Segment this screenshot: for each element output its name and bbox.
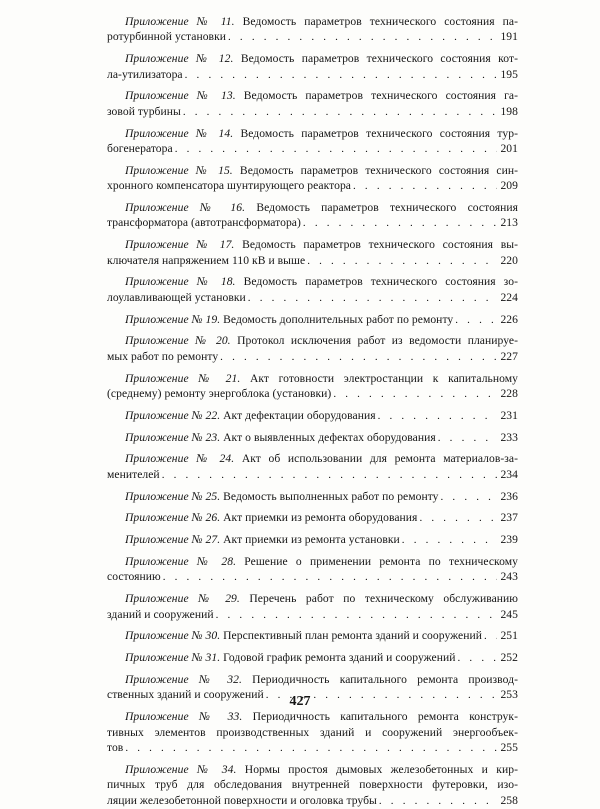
appendix-number: Приложение № 18. [125, 275, 236, 289]
toc-entry [107, 126, 518, 158]
page-ref: 258 [500, 793, 518, 807]
dot-leader [163, 570, 498, 585]
appendix-number: Приложение № 11. [125, 15, 235, 28]
dot-leader [458, 651, 498, 666]
toc-entry-first-line [107, 126, 518, 141]
dot-leader [378, 409, 498, 424]
toc-entry [107, 532, 518, 548]
appendix-title-continuation: тивных элементов производственных зданий и сооружений энергообъек- [107, 725, 518, 739]
page-ref: 227 [500, 349, 518, 363]
appendix-title-continuation: мых работ по ремонту [107, 349, 219, 363]
toc-entry [107, 489, 518, 505]
toc-entry [107, 430, 518, 446]
appendix-number: Приложение № 22. [125, 408, 221, 422]
page-ref: 253 [500, 688, 518, 702]
toc-entry [107, 237, 518, 269]
appendix-title: Акт приемки из ремонта установки [223, 533, 400, 547]
appendix-number: Приложение № 24. [125, 452, 235, 466]
appendix-title-continuation: ключателя напряжением 110 кВ и выше [107, 253, 306, 267]
toc-entry-first-line [107, 709, 518, 724]
dot-leader [220, 350, 497, 365]
appendix-title: Акт дефектации оборудования [223, 408, 376, 422]
appendix-title: Ведомость параметров технического состояния кот- [240, 52, 518, 66]
dot-leader [162, 468, 498, 483]
toc-entry-last-line [107, 253, 518, 269]
page-ref: 243 [500, 570, 518, 584]
toc-entry [107, 408, 518, 424]
appendix-title-continuation: лоулавливающей установки [107, 290, 246, 304]
toc-entry-last-line [107, 510, 518, 526]
appendix-title-continuation: пичных труб для обследования внутренней поверхности футеровки, изо- [107, 778, 518, 792]
appendix-title: Ведомость выполненных работ по ремонту [223, 489, 439, 503]
appendix-number: Приложение № 12. [125, 52, 234, 66]
appendix-title: Годовой график ремонта зданий и сооружений [223, 651, 456, 665]
page-ref: 228 [500, 387, 518, 401]
toc-entry [107, 51, 518, 83]
appendix-number: Приложение № 17. [125, 238, 235, 252]
appendix-title-continuation: менителей [107, 467, 160, 481]
toc-entry-last-line [107, 467, 518, 483]
appendix-number: Приложение № 15. [125, 163, 233, 177]
toc-entry-last-line [107, 290, 518, 306]
toc-entry-text [107, 532, 400, 547]
page-ref: 209 [500, 179, 518, 193]
toc-entry-first-line [107, 554, 518, 569]
page-number: 427 [289, 694, 311, 709]
appendix-number: Приложение № 29. [125, 592, 240, 606]
page-ref: 195 [500, 67, 518, 81]
appendix-number: Приложение № 28. [125, 555, 237, 569]
page-ref: 239 [500, 533, 518, 547]
page-ref: 220 [500, 253, 518, 267]
appendix-title-continuation: трансформатора (автотрансформатора) [107, 216, 301, 230]
toc-entry-first-line [107, 762, 518, 777]
toc-entry-last-line [107, 67, 518, 83]
appendix-number: Приложение № 25. [125, 489, 221, 503]
toc-entry [107, 312, 518, 328]
toc-entry-last-line [107, 178, 518, 194]
appendix-title-continuation: ляции железобетонной поверхности и оголовка трубы [107, 793, 377, 807]
dot-leader [185, 68, 498, 83]
toc-entry-last-line [107, 793, 518, 809]
toc-entry-text [107, 408, 376, 423]
toc-entry-last-line [107, 386, 518, 402]
toc-entry-first-line [107, 371, 518, 386]
toc-entry-last-line [107, 29, 518, 45]
toc-entry-last-line [107, 650, 518, 666]
dot-leader [303, 216, 498, 231]
toc-entry-last-line [107, 430, 518, 446]
toc-entry-first-line [107, 274, 518, 289]
page-ref: 236 [500, 489, 518, 503]
toc-entry-last-line [107, 141, 518, 157]
toc-entry-last-line [107, 607, 518, 623]
toc-entry-first-line [107, 163, 518, 178]
dot-leader [484, 629, 497, 644]
table-of-contents [107, 14, 518, 809]
appendix-number: Приложение № 20. [125, 334, 231, 348]
toc-entry [107, 14, 518, 46]
toc-entry-last-line [107, 740, 518, 756]
appendix-number: Приложение № 13. [125, 89, 236, 103]
toc-entry-last-line [107, 569, 518, 585]
toc-entry-first-line [107, 451, 518, 466]
appendix-title: Ведомость параметров технического состояния га- [243, 89, 518, 103]
dot-leader [228, 30, 497, 45]
dot-leader [175, 142, 498, 157]
toc-entry-first-line [107, 88, 518, 103]
toc-entry-last-line [107, 628, 518, 644]
appendix-number: Приложение № 16. [125, 201, 246, 215]
appendix-title: Ведомость параметров технического состояния зо- [243, 275, 519, 289]
dot-leader [402, 533, 498, 548]
toc-entry-first-line [107, 333, 518, 348]
page-ref: 234 [500, 467, 518, 481]
dot-leader [379, 794, 498, 809]
appendix-title-continuation: хронного компенсатора шунтирующего реактора [107, 179, 352, 193]
appendix-number: Приложение № 23. [125, 430, 221, 444]
appendix-title: Акт о выявленных дефектах оборудования [223, 430, 436, 444]
toc-entry-text [107, 628, 482, 643]
toc-entry-first-line [107, 14, 518, 29]
page-ref: 237 [500, 511, 518, 525]
page-ref: 255 [500, 741, 518, 755]
appendix-title: Ведомость параметров технического состояния син- [239, 163, 518, 177]
appendix-number: Приложение № 26. [125, 511, 221, 525]
dot-leader [183, 105, 498, 120]
appendix-number: Приложение № 19. [125, 312, 221, 326]
toc-entry-last-line [107, 104, 518, 120]
appendix-title: Ведомость дополнительных работ по ремонту [223, 312, 454, 326]
appendix-title-continuation: зовой турбины [107, 104, 181, 118]
appendix-number: Приложение № 34. [125, 762, 237, 776]
toc-entry [107, 650, 518, 666]
page-ref: 201 [500, 142, 518, 156]
toc-entry-first-line [107, 51, 518, 66]
toc-entry-first-line [107, 200, 518, 215]
appendix-number: Приложение № 32. [125, 673, 242, 687]
toc-entry-text [107, 650, 456, 665]
appendix-title-continuation: богенератора [107, 142, 173, 156]
toc-entry [107, 88, 518, 120]
appendix-number: Приложение № 33. [125, 710, 243, 724]
toc-entry-last-line [107, 215, 518, 231]
dot-leader [455, 313, 497, 328]
page-ref: 191 [500, 30, 518, 44]
page-ref: 231 [500, 408, 518, 422]
page-ref: 226 [500, 312, 518, 326]
appendix-title-continuation: ротурбинной установки [107, 30, 227, 44]
toc-entry [107, 628, 518, 644]
appendix-title: Ведомость параметров технического состояния вы- [242, 238, 518, 252]
toc-entry [107, 591, 518, 623]
dot-leader [216, 608, 498, 623]
dot-leader [438, 431, 498, 446]
appendix-title: Протокол исключения работ из ведомости планируе- [237, 334, 519, 348]
appendix-title-continuation: ла-утилизатора [107, 67, 183, 81]
appendix-title-continuation: (среднему) ремонту энергоблока (установки) [107, 387, 332, 401]
toc-entry-last-line [107, 532, 518, 548]
toc-entry-text [107, 489, 439, 504]
toc-entry-last-line [107, 349, 518, 365]
toc-entry-middle-line [107, 725, 518, 740]
toc-entry [107, 371, 518, 403]
appendix-title: Акт приемки из ремонта оборудования [223, 511, 418, 525]
toc-entry [107, 274, 518, 306]
toc-entry-last-line [107, 312, 518, 328]
toc-entry [107, 200, 518, 232]
toc-entry [107, 709, 518, 756]
appendix-title-continuation: состоянию [107, 570, 161, 584]
dot-leader [125, 741, 497, 756]
appendix-title-continuation: тов [107, 741, 124, 755]
page-ref: 224 [500, 290, 518, 304]
dot-leader [248, 291, 498, 306]
toc-entry-first-line [107, 591, 518, 606]
appendix-number: Приложение № 14. [125, 126, 234, 140]
dot-leader [353, 179, 497, 194]
dot-leader [307, 254, 497, 269]
page-ref: 251 [500, 629, 518, 643]
appendix-title: Периодичность капитального ремонта производ- [252, 673, 518, 687]
dot-leader [441, 490, 498, 505]
toc-entry-text [107, 510, 417, 525]
appendix-title: Акт об использовании для ремонта материалов-за- [241, 452, 519, 466]
appendix-title: Решение о применении ремонта по техническому [244, 555, 518, 569]
appendix-title: Перспективный план ремонта зданий и сооружений [223, 629, 483, 643]
toc-entry-text [107, 430, 436, 445]
toc-entry-last-line [107, 408, 518, 424]
appendix-title: Ведомость параметров технического состояния [256, 201, 518, 215]
page-ref: 233 [500, 430, 518, 444]
appendix-title-continuation: зданий и сооружений [107, 607, 214, 621]
page-ref: 245 [500, 607, 518, 621]
toc-entry [107, 510, 518, 526]
toc-entry [107, 333, 518, 365]
page-ref: 198 [500, 104, 518, 118]
appendix-title: Нормы простоя дымовых железобетонных и кир- [244, 762, 518, 776]
dot-leader [333, 387, 497, 402]
dot-leader [419, 511, 497, 526]
appendix-title: Ведомость параметров технического состояния тур- [240, 126, 519, 140]
appendix-number: Приложение № 31. [125, 651, 221, 665]
appendix-number: Приложение № 30. [125, 629, 221, 643]
toc-entry [107, 163, 518, 195]
toc-entry-first-line [107, 237, 518, 252]
appendix-title: Акт готовности электростанции к капитальному [249, 371, 518, 385]
toc-entry-first-line [107, 672, 518, 687]
toc-entry [107, 451, 518, 483]
toc-entry-middle-line [107, 777, 518, 792]
page-ref: 213 [500, 216, 518, 230]
appendix-title: Ведомость параметров технического состояния па- [242, 15, 518, 28]
toc-entry [107, 762, 518, 809]
toc-entry-last-line [107, 489, 518, 505]
appendix-title-continuation: ственных зданий и сооружений [107, 688, 264, 702]
page-ref: 252 [500, 651, 518, 665]
toc-entry [107, 554, 518, 586]
toc-entry-text [107, 312, 453, 327]
appendix-title: Перечень работ по техническому обслуживанию [249, 592, 518, 606]
appendix-number: Приложение № 21. [125, 371, 241, 385]
appendix-number: Приложение № 27. [125, 533, 221, 547]
appendix-title: Периодичность капитального ремонта конструк- [252, 710, 518, 724]
